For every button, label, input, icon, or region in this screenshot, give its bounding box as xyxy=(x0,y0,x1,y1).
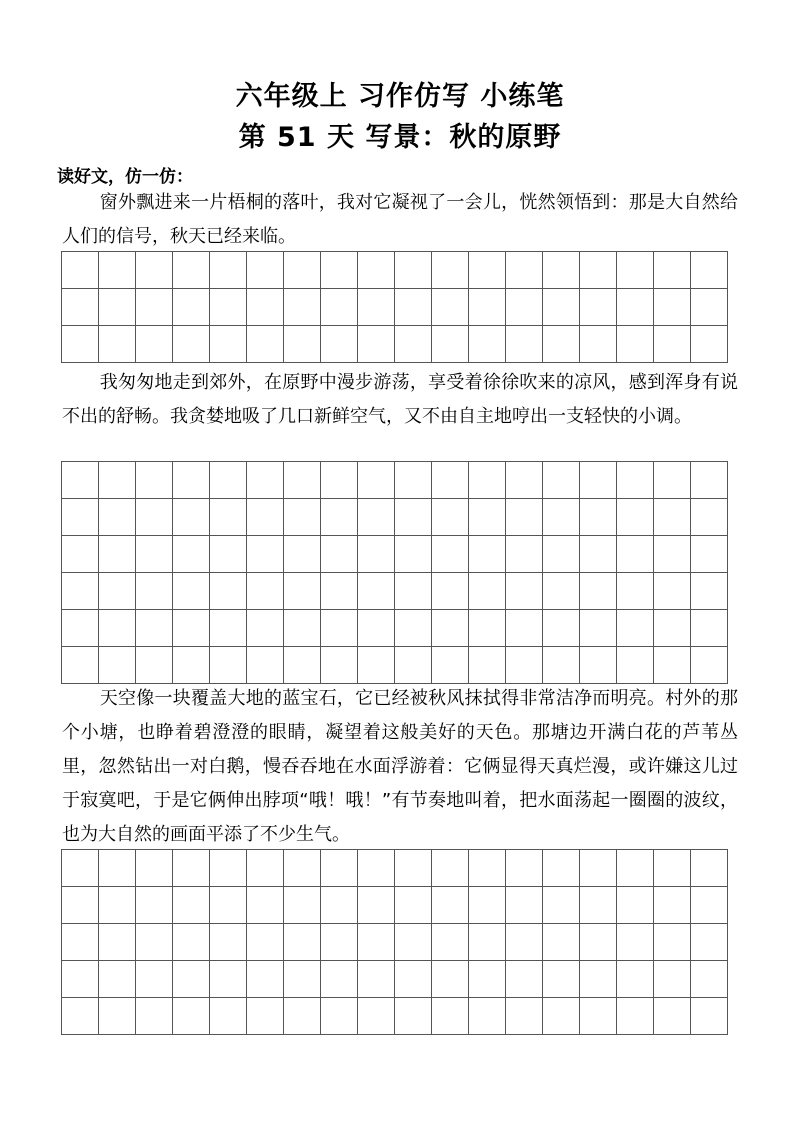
grid-cell[interactable] xyxy=(247,573,284,610)
grid-cell[interactable] xyxy=(136,326,173,363)
grid-row xyxy=(62,499,728,536)
grid-cell[interactable] xyxy=(691,610,728,647)
grid-cell[interactable] xyxy=(321,998,358,1035)
grid-cell[interactable] xyxy=(654,462,691,499)
grid-cell[interactable] xyxy=(173,462,210,499)
grid-cell[interactable] xyxy=(432,610,469,647)
grid-cell[interactable] xyxy=(543,924,580,961)
grid-cell[interactable] xyxy=(136,289,173,326)
grid-cell[interactable] xyxy=(395,998,432,1035)
grid-cell[interactable] xyxy=(580,887,617,924)
grid-cell[interactable] xyxy=(321,961,358,998)
grid-cell[interactable] xyxy=(617,961,654,998)
grid-row xyxy=(62,462,728,499)
worksheet-subtitle: 第 51 天 写景：秋的原野 xyxy=(238,122,562,153)
grid-cell[interactable] xyxy=(469,252,506,289)
grid-cell[interactable] xyxy=(506,573,543,610)
grid-cell[interactable] xyxy=(580,647,617,684)
grid-cell[interactable] xyxy=(469,647,506,684)
grid-cell[interactable] xyxy=(580,462,617,499)
grid-cell[interactable] xyxy=(99,924,136,961)
grid-cell[interactable] xyxy=(395,850,432,887)
grid-cell[interactable] xyxy=(469,887,506,924)
grid-cell[interactable] xyxy=(247,289,284,326)
grid-cell[interactable] xyxy=(62,850,99,887)
grid-cell[interactable] xyxy=(358,961,395,998)
grid-cell[interactable] xyxy=(543,610,580,647)
grid-cell[interactable] xyxy=(691,887,728,924)
grid-row xyxy=(62,850,728,887)
grid-cell[interactable] xyxy=(654,536,691,573)
grid-cell[interactable] xyxy=(99,961,136,998)
grid-cell[interactable] xyxy=(358,573,395,610)
passage-3: 天空像一块覆盖大地的蓝宝石，它已经被秋风抹拭得非常洁净而明亮。村外的那个小塘，也睁着碧澄澄的眼睛，凝望着这般美好的天色。那塘边开满白花的芦苇丛里，忽然钻出一对白鹅，慢吞吞地在水面浮游着：它俩显得天真烂漫，或许嫌这儿过于寂寞吧，于是它俩伸出脖项“哦！哦！”有节奏地叫着，把水面荡起一圈圈的波纹，也为大自然的画面平添了不少生气。 xyxy=(62,688,738,845)
grid-cell[interactable] xyxy=(284,998,321,1035)
grid-cell[interactable] xyxy=(469,326,506,363)
grid-cell[interactable] xyxy=(321,887,358,924)
grid-cell[interactable] xyxy=(506,998,543,1035)
grid-cell[interactable] xyxy=(617,499,654,536)
grid-cell[interactable] xyxy=(691,850,728,887)
grid-cell[interactable] xyxy=(62,536,99,573)
grid-cell[interactable] xyxy=(691,326,728,363)
grid-cell[interactable] xyxy=(358,499,395,536)
grid-cell[interactable] xyxy=(210,924,247,961)
grid-cell[interactable] xyxy=(395,536,432,573)
grid-cell[interactable] xyxy=(432,887,469,924)
grid-cell[interactable] xyxy=(321,573,358,610)
grid-cell[interactable] xyxy=(136,499,173,536)
grid-cell[interactable] xyxy=(654,610,691,647)
grid-cell[interactable] xyxy=(99,850,136,887)
grid-cell[interactable] xyxy=(99,647,136,684)
grid-cell[interactable] xyxy=(173,961,210,998)
grid-cell[interactable] xyxy=(62,499,99,536)
writing-grid-2[interactable] xyxy=(61,461,728,684)
grid-cell[interactable] xyxy=(469,573,506,610)
grid-cell[interactable] xyxy=(62,326,99,363)
grid-cell[interactable] xyxy=(617,462,654,499)
grid-cell[interactable] xyxy=(284,462,321,499)
grid-row xyxy=(62,536,728,573)
grid-row xyxy=(62,326,728,363)
grid-cell[interactable] xyxy=(62,961,99,998)
grid-cell[interactable] xyxy=(321,924,358,961)
grid-cell[interactable] xyxy=(395,252,432,289)
grid-cell[interactable] xyxy=(469,961,506,998)
grid-cell[interactable] xyxy=(506,924,543,961)
grid-cell[interactable] xyxy=(432,998,469,1035)
grid-cell[interactable] xyxy=(654,850,691,887)
grid-cell[interactable] xyxy=(284,499,321,536)
grid-cell[interactable] xyxy=(210,499,247,536)
grid-cell[interactable] xyxy=(247,887,284,924)
grid-cell[interactable] xyxy=(247,610,284,647)
grid-cell[interactable] xyxy=(432,536,469,573)
grid-cell[interactable] xyxy=(247,536,284,573)
grid-cell[interactable] xyxy=(506,499,543,536)
grid-cell[interactable] xyxy=(617,850,654,887)
grid-cell[interactable] xyxy=(506,536,543,573)
grid-cell[interactable] xyxy=(506,252,543,289)
grid-cell[interactable] xyxy=(321,326,358,363)
grid-cell[interactable] xyxy=(62,289,99,326)
grid-row xyxy=(62,252,728,289)
grid-cell[interactable] xyxy=(617,252,654,289)
grid-cell[interactable] xyxy=(395,610,432,647)
grid-cell[interactable] xyxy=(469,924,506,961)
grid-cell[interactable] xyxy=(617,647,654,684)
grid-cell[interactable] xyxy=(543,573,580,610)
grid-cell[interactable] xyxy=(543,536,580,573)
grid-cell[interactable] xyxy=(210,289,247,326)
grid-cell[interactable] xyxy=(432,647,469,684)
grid-cell[interactable] xyxy=(617,887,654,924)
grid-cell[interactable] xyxy=(654,289,691,326)
grid-cell[interactable] xyxy=(173,289,210,326)
grid-cell[interactable] xyxy=(284,536,321,573)
grid-cell[interactable] xyxy=(284,647,321,684)
grid-cell[interactable] xyxy=(506,462,543,499)
grid-cell[interactable] xyxy=(580,326,617,363)
worksheet-title: 六年级上 习作仿写 小练笔 xyxy=(235,81,565,112)
grid-cell[interactable] xyxy=(136,850,173,887)
grid-cell[interactable] xyxy=(210,536,247,573)
grid-cell[interactable] xyxy=(358,647,395,684)
grid-cell[interactable] xyxy=(284,289,321,326)
grid-row xyxy=(62,610,728,647)
grid-cell[interactable] xyxy=(358,850,395,887)
grid-cell[interactable] xyxy=(62,924,99,961)
grid-cell[interactable] xyxy=(99,536,136,573)
grid-row xyxy=(62,647,728,684)
grid-cell[interactable] xyxy=(358,252,395,289)
passage-2: 我匆匆地走到郊外，在原野中漫步游荡，享受着徐徐吹来的凉风，感到浑身有说不出的舒畅。我贪婪地吸了几口新鲜空气，又不由自主地哼出一支轻快的小调。 xyxy=(62,372,738,427)
grid-cell[interactable] xyxy=(173,536,210,573)
grid-cell[interactable] xyxy=(62,573,99,610)
grid-cell[interactable] xyxy=(580,499,617,536)
grid-cell[interactable] xyxy=(210,462,247,499)
grid-cell[interactable] xyxy=(210,252,247,289)
grid-cell[interactable] xyxy=(506,961,543,998)
grid-cell[interactable] xyxy=(321,252,358,289)
grid-cell[interactable] xyxy=(284,573,321,610)
grid-cell[interactable] xyxy=(210,647,247,684)
grid-cell[interactable] xyxy=(432,573,469,610)
grid-cell[interactable] xyxy=(136,924,173,961)
grid-cell[interactable] xyxy=(173,252,210,289)
grid-cell[interactable] xyxy=(210,850,247,887)
grid-cell[interactable] xyxy=(580,924,617,961)
grid-cell[interactable] xyxy=(580,961,617,998)
grid-cell[interactable] xyxy=(543,887,580,924)
grid-cell[interactable] xyxy=(395,647,432,684)
grid-cell[interactable] xyxy=(136,252,173,289)
grid-cell[interactable] xyxy=(173,499,210,536)
grid-cell[interactable] xyxy=(210,998,247,1035)
grid-cell[interactable] xyxy=(469,610,506,647)
grid-cell[interactable] xyxy=(173,850,210,887)
grid-cell[interactable] xyxy=(691,289,728,326)
grid-cell[interactable] xyxy=(543,499,580,536)
grid-cell[interactable] xyxy=(321,462,358,499)
grid-cell[interactable] xyxy=(358,998,395,1035)
grid-cell[interactable] xyxy=(543,998,580,1035)
grid-cell[interactable] xyxy=(62,887,99,924)
grid-cell[interactable] xyxy=(617,610,654,647)
grid-row xyxy=(62,289,728,326)
grid-cell[interactable] xyxy=(617,573,654,610)
grid-cell[interactable] xyxy=(617,998,654,1035)
grid-cell[interactable] xyxy=(173,924,210,961)
grid-cell[interactable] xyxy=(99,887,136,924)
grid-cell[interactable] xyxy=(691,573,728,610)
grid-cell[interactable] xyxy=(210,326,247,363)
passage-1: 窗外飘进来一片梧桐的落叶，我对它凝视了一会儿，恍然领悟到：那是大自然给人们的信号，秋天已经来临。 xyxy=(62,192,738,247)
grid-cell[interactable] xyxy=(543,850,580,887)
grid-cell[interactable] xyxy=(395,573,432,610)
grid-cell[interactable] xyxy=(247,499,284,536)
grid-cell[interactable] xyxy=(136,887,173,924)
grid-cell[interactable] xyxy=(617,924,654,961)
grid-cell[interactable] xyxy=(210,887,247,924)
section-label: 读好文，仿一仿： xyxy=(57,167,193,187)
grid-cell[interactable] xyxy=(691,499,728,536)
grid-cell[interactable] xyxy=(506,610,543,647)
grid-cell[interactable] xyxy=(358,326,395,363)
grid-cell[interactable] xyxy=(284,887,321,924)
grid-cell[interactable] xyxy=(432,326,469,363)
grid-cell[interactable] xyxy=(173,998,210,1035)
grid-cell[interactable] xyxy=(62,647,99,684)
grid-cell[interactable] xyxy=(136,573,173,610)
grid-cell[interactable] xyxy=(654,326,691,363)
grid-cell[interactable] xyxy=(247,998,284,1035)
grid-cell[interactable] xyxy=(654,924,691,961)
grid-cell[interactable] xyxy=(99,252,136,289)
grid-cell[interactable] xyxy=(506,647,543,684)
grid-cell[interactable] xyxy=(173,647,210,684)
grid-cell[interactable] xyxy=(358,536,395,573)
grid-cell[interactable] xyxy=(543,647,580,684)
grid-cell[interactable] xyxy=(321,289,358,326)
grid-row xyxy=(62,573,728,610)
grid-cell[interactable] xyxy=(691,961,728,998)
grid-cell[interactable] xyxy=(691,647,728,684)
grid-cell[interactable] xyxy=(691,252,728,289)
grid-cell[interactable] xyxy=(580,252,617,289)
grid-cell[interactable] xyxy=(580,536,617,573)
grid-cell[interactable] xyxy=(173,573,210,610)
grid-cell[interactable] xyxy=(358,887,395,924)
grid-cell[interactable] xyxy=(432,289,469,326)
grid-cell[interactable] xyxy=(617,326,654,363)
grid-cell[interactable] xyxy=(247,850,284,887)
grid-cell[interactable] xyxy=(506,887,543,924)
grid-cell[interactable] xyxy=(247,326,284,363)
grid-cell[interactable] xyxy=(432,961,469,998)
grid-cell[interactable] xyxy=(136,536,173,573)
grid-row xyxy=(62,998,728,1035)
grid-cell[interactable] xyxy=(543,289,580,326)
writing-grid-3[interactable] xyxy=(61,849,728,1035)
grid-cell[interactable] xyxy=(432,850,469,887)
grid-cell[interactable] xyxy=(506,289,543,326)
grid-cell[interactable] xyxy=(62,462,99,499)
grid-cell[interactable] xyxy=(543,252,580,289)
grid-cell[interactable] xyxy=(136,647,173,684)
grid-cell[interactable] xyxy=(395,499,432,536)
grid-cell[interactable] xyxy=(469,850,506,887)
grid-cell[interactable] xyxy=(99,998,136,1035)
grid-cell[interactable] xyxy=(247,924,284,961)
grid-cell[interactable] xyxy=(284,252,321,289)
grid-cell[interactable] xyxy=(136,610,173,647)
grid-cell[interactable] xyxy=(543,961,580,998)
grid-cell[interactable] xyxy=(432,462,469,499)
grid-cell[interactable] xyxy=(469,536,506,573)
grid-cell[interactable] xyxy=(654,961,691,998)
grid-cell[interactable] xyxy=(136,998,173,1035)
grid-cell[interactable] xyxy=(580,573,617,610)
grid-cell[interactable] xyxy=(99,326,136,363)
grid-cell[interactable] xyxy=(247,252,284,289)
grid-cell[interactable] xyxy=(395,289,432,326)
grid-cell[interactable] xyxy=(654,573,691,610)
grid-cell[interactable] xyxy=(284,850,321,887)
grid-cell[interactable] xyxy=(617,536,654,573)
grid-cell[interactable] xyxy=(247,462,284,499)
grid-cell[interactable] xyxy=(432,499,469,536)
grid-cell[interactable] xyxy=(247,961,284,998)
grid-cell[interactable] xyxy=(654,887,691,924)
grid-cell[interactable] xyxy=(580,998,617,1035)
grid-cell[interactable] xyxy=(395,887,432,924)
grid-cell[interactable] xyxy=(506,326,543,363)
grid-cell[interactable] xyxy=(395,462,432,499)
grid-cell[interactable] xyxy=(173,887,210,924)
grid-cell[interactable] xyxy=(358,289,395,326)
grid-cell[interactable] xyxy=(284,610,321,647)
grid-cell[interactable] xyxy=(543,326,580,363)
grid-cell[interactable] xyxy=(617,289,654,326)
writing-grid-1[interactable] xyxy=(61,251,728,363)
grid-cell[interactable] xyxy=(321,850,358,887)
grid-cell[interactable] xyxy=(654,647,691,684)
grid-cell[interactable] xyxy=(99,610,136,647)
grid-cell[interactable] xyxy=(62,998,99,1035)
grid-cell[interactable] xyxy=(506,850,543,887)
grid-cell[interactable] xyxy=(321,647,358,684)
grid-cell[interactable] xyxy=(654,252,691,289)
grid-cell[interactable] xyxy=(691,924,728,961)
grid-cell[interactable] xyxy=(654,998,691,1035)
grid-cell[interactable] xyxy=(99,289,136,326)
grid-cell[interactable] xyxy=(173,326,210,363)
grid-cell[interactable] xyxy=(136,961,173,998)
grid-cell[interactable] xyxy=(654,499,691,536)
grid-cell[interactable] xyxy=(321,499,358,536)
grid-cell[interactable] xyxy=(62,610,99,647)
grid-cell[interactable] xyxy=(395,924,432,961)
grid-cell[interactable] xyxy=(469,462,506,499)
grid-cell[interactable] xyxy=(543,462,580,499)
grid-cell[interactable] xyxy=(247,647,284,684)
grid-cell[interactable] xyxy=(580,610,617,647)
grid-cell[interactable] xyxy=(210,961,247,998)
grid-cell[interactable] xyxy=(580,850,617,887)
grid-cell[interactable] xyxy=(432,252,469,289)
grid-cell[interactable] xyxy=(358,924,395,961)
grid-cell[interactable] xyxy=(469,998,506,1035)
grid-cell[interactable] xyxy=(99,573,136,610)
grid-cell[interactable] xyxy=(321,610,358,647)
grid-cell[interactable] xyxy=(321,536,358,573)
grid-cell[interactable] xyxy=(99,462,136,499)
grid-cell[interactable] xyxy=(284,924,321,961)
grid-row xyxy=(62,887,728,924)
grid-cell[interactable] xyxy=(691,536,728,573)
grid-cell[interactable] xyxy=(395,961,432,998)
grid-cell[interactable] xyxy=(62,252,99,289)
grid-cell[interactable] xyxy=(284,326,321,363)
grid-cell[interactable] xyxy=(136,462,173,499)
grid-cell[interactable] xyxy=(395,326,432,363)
grid-cell[interactable] xyxy=(469,499,506,536)
grid-cell[interactable] xyxy=(580,289,617,326)
grid-cell[interactable] xyxy=(691,462,728,499)
grid-cell[interactable] xyxy=(284,961,321,998)
grid-row xyxy=(62,961,728,998)
grid-cell[interactable] xyxy=(469,289,506,326)
grid-cell[interactable] xyxy=(432,924,469,961)
grid-cell[interactable] xyxy=(210,573,247,610)
grid-cell[interactable] xyxy=(358,610,395,647)
grid-cell[interactable] xyxy=(99,499,136,536)
grid-row xyxy=(62,924,728,961)
grid-cell[interactable] xyxy=(691,998,728,1035)
grid-cell[interactable] xyxy=(173,610,210,647)
grid-cell[interactable] xyxy=(210,610,247,647)
grid-cell[interactable] xyxy=(358,462,395,499)
